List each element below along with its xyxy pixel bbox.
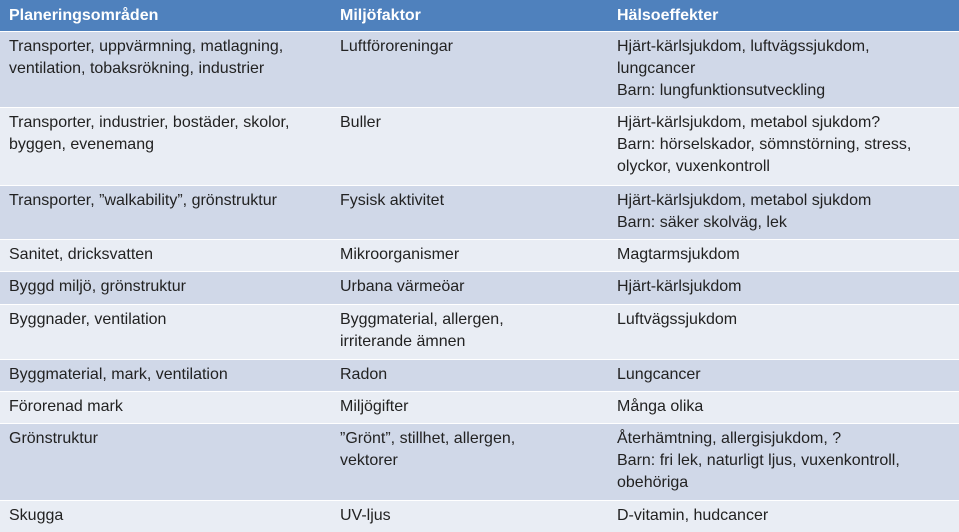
header-planning-areas: Planeringsområden xyxy=(9,7,159,24)
table-header-row xyxy=(0,0,959,32)
cell-planning-area xyxy=(0,360,332,391)
cell-planning-area xyxy=(0,108,332,185)
cell-line: Transporter, uppvärmning, matlagning, xyxy=(9,38,284,55)
cell-line: D-vitamin, hudcancer xyxy=(617,507,769,524)
cell-line: irriterande ämnen xyxy=(340,333,466,350)
table-row xyxy=(0,424,959,501)
cell-line: Återhämtning, allergisjukdom, ? xyxy=(617,430,842,447)
cell-health-effects xyxy=(609,108,959,185)
cell-line: lungcancer xyxy=(617,60,696,77)
cell-line: Magtarmsjukdom xyxy=(617,246,740,263)
header-environmental-factor: Miljöfaktor xyxy=(340,7,421,24)
cell-health-effects xyxy=(609,424,959,500)
cell-line: Luftföroreningar xyxy=(340,38,453,55)
cell-environmental-factor xyxy=(332,392,609,423)
cell-planning-area xyxy=(0,272,332,304)
cell-planning-area xyxy=(0,392,332,423)
cell-planning-area xyxy=(0,424,332,500)
cell-environmental-factor xyxy=(332,305,609,359)
cell-line: Luftvägssjukdom xyxy=(617,311,738,328)
cell-line: vektorer xyxy=(340,452,398,469)
cell-line: Förorenad mark xyxy=(9,398,123,415)
cell-line: Byggnader, ventilation xyxy=(9,311,167,328)
cell-line: Grönstruktur xyxy=(9,430,98,447)
cell-line: Barn: lungfunktionsutveckling xyxy=(617,82,826,99)
cell-line: Transporter, ”walkability”, grönstruktur xyxy=(9,192,277,209)
cell-environmental-factor xyxy=(332,186,609,239)
table-row xyxy=(0,32,959,108)
cell-line: Transporter, industrier, bostäder, skolor, xyxy=(9,114,290,131)
cell-planning-area xyxy=(0,305,332,359)
cell-health-effects xyxy=(609,186,959,239)
cell-line: Buller xyxy=(340,114,381,131)
cell-line: obehöriga xyxy=(617,474,689,491)
cell-line: Byggmaterial, allergen, xyxy=(340,311,504,328)
table-row xyxy=(0,272,959,305)
table-row xyxy=(0,186,959,240)
cell-environmental-factor xyxy=(332,360,609,391)
cell-environmental-factor xyxy=(332,32,609,107)
cell-line: Barn: säker skolväg, lek xyxy=(617,214,787,231)
cell-environmental-factor xyxy=(332,501,609,532)
cell-line: Hjärt-kärlsjukdom, luftvägssjukdom, xyxy=(617,38,870,55)
cell-line: Hjärt-kärlsjukdom, metabol sjukdom? xyxy=(617,114,881,131)
cell-line: Barn: fri lek, naturligt ljus, vuxenkontroll, xyxy=(617,452,900,469)
cell-planning-area xyxy=(0,186,332,239)
cell-planning-area xyxy=(0,240,332,271)
cell-line: byggen, evenemang xyxy=(9,136,154,153)
cell-line: Barn: hörselskador, sömnstörning, stress, xyxy=(617,136,912,153)
cell-line: Skugga xyxy=(9,507,64,524)
cell-line: Urbana värmeöar xyxy=(340,278,465,295)
cell-health-effects xyxy=(609,392,959,423)
table-row xyxy=(0,305,959,360)
cell-line: ”Grönt”, stillhet, allergen, xyxy=(340,430,516,447)
cell-line: olyckor, vuxenkontroll xyxy=(617,158,770,175)
cell-planning-area xyxy=(0,32,332,107)
cell-health-effects xyxy=(609,305,959,359)
cell-health-effects xyxy=(609,32,959,107)
cell-line: Sanitet, dricksvatten xyxy=(9,246,154,263)
cell-health-effects xyxy=(609,272,959,304)
table-row xyxy=(0,360,959,392)
cell-health-effects xyxy=(609,501,959,532)
cell-environmental-factor xyxy=(332,272,609,304)
cell-environmental-factor xyxy=(332,424,609,500)
cell-line: Hjärt-kärlsjukdom xyxy=(617,278,742,295)
cell-line: Byggmaterial, mark, ventilation xyxy=(9,366,228,383)
cell-line: UV-ljus xyxy=(340,507,391,524)
table-row xyxy=(0,240,959,272)
cell-line: Lungcancer xyxy=(617,366,701,383)
cell-line: Byggd miljö, grönstruktur xyxy=(9,278,186,295)
cell-line: Hjärt-kärlsjukdom, metabol sjukdom xyxy=(617,192,872,209)
cell-line: Radon xyxy=(340,366,388,383)
table-row xyxy=(0,392,959,424)
cell-line: ventilation, tobaksrökning, industrier xyxy=(9,60,265,77)
header-health-effects: Hälsoeffekter xyxy=(617,7,719,24)
cell-health-effects xyxy=(609,240,959,271)
cell-environmental-factor xyxy=(332,108,609,185)
cell-line: Mikroorganismer xyxy=(340,246,460,263)
cell-line: Miljögifter xyxy=(340,398,409,415)
cell-line: Många olika xyxy=(617,398,704,415)
table-row xyxy=(0,501,959,532)
cell-planning-area xyxy=(0,501,332,532)
cell-environmental-factor xyxy=(332,240,609,271)
cell-health-effects xyxy=(609,360,959,391)
cell-line: Fysisk aktivitet xyxy=(340,192,445,209)
table-row xyxy=(0,108,959,186)
